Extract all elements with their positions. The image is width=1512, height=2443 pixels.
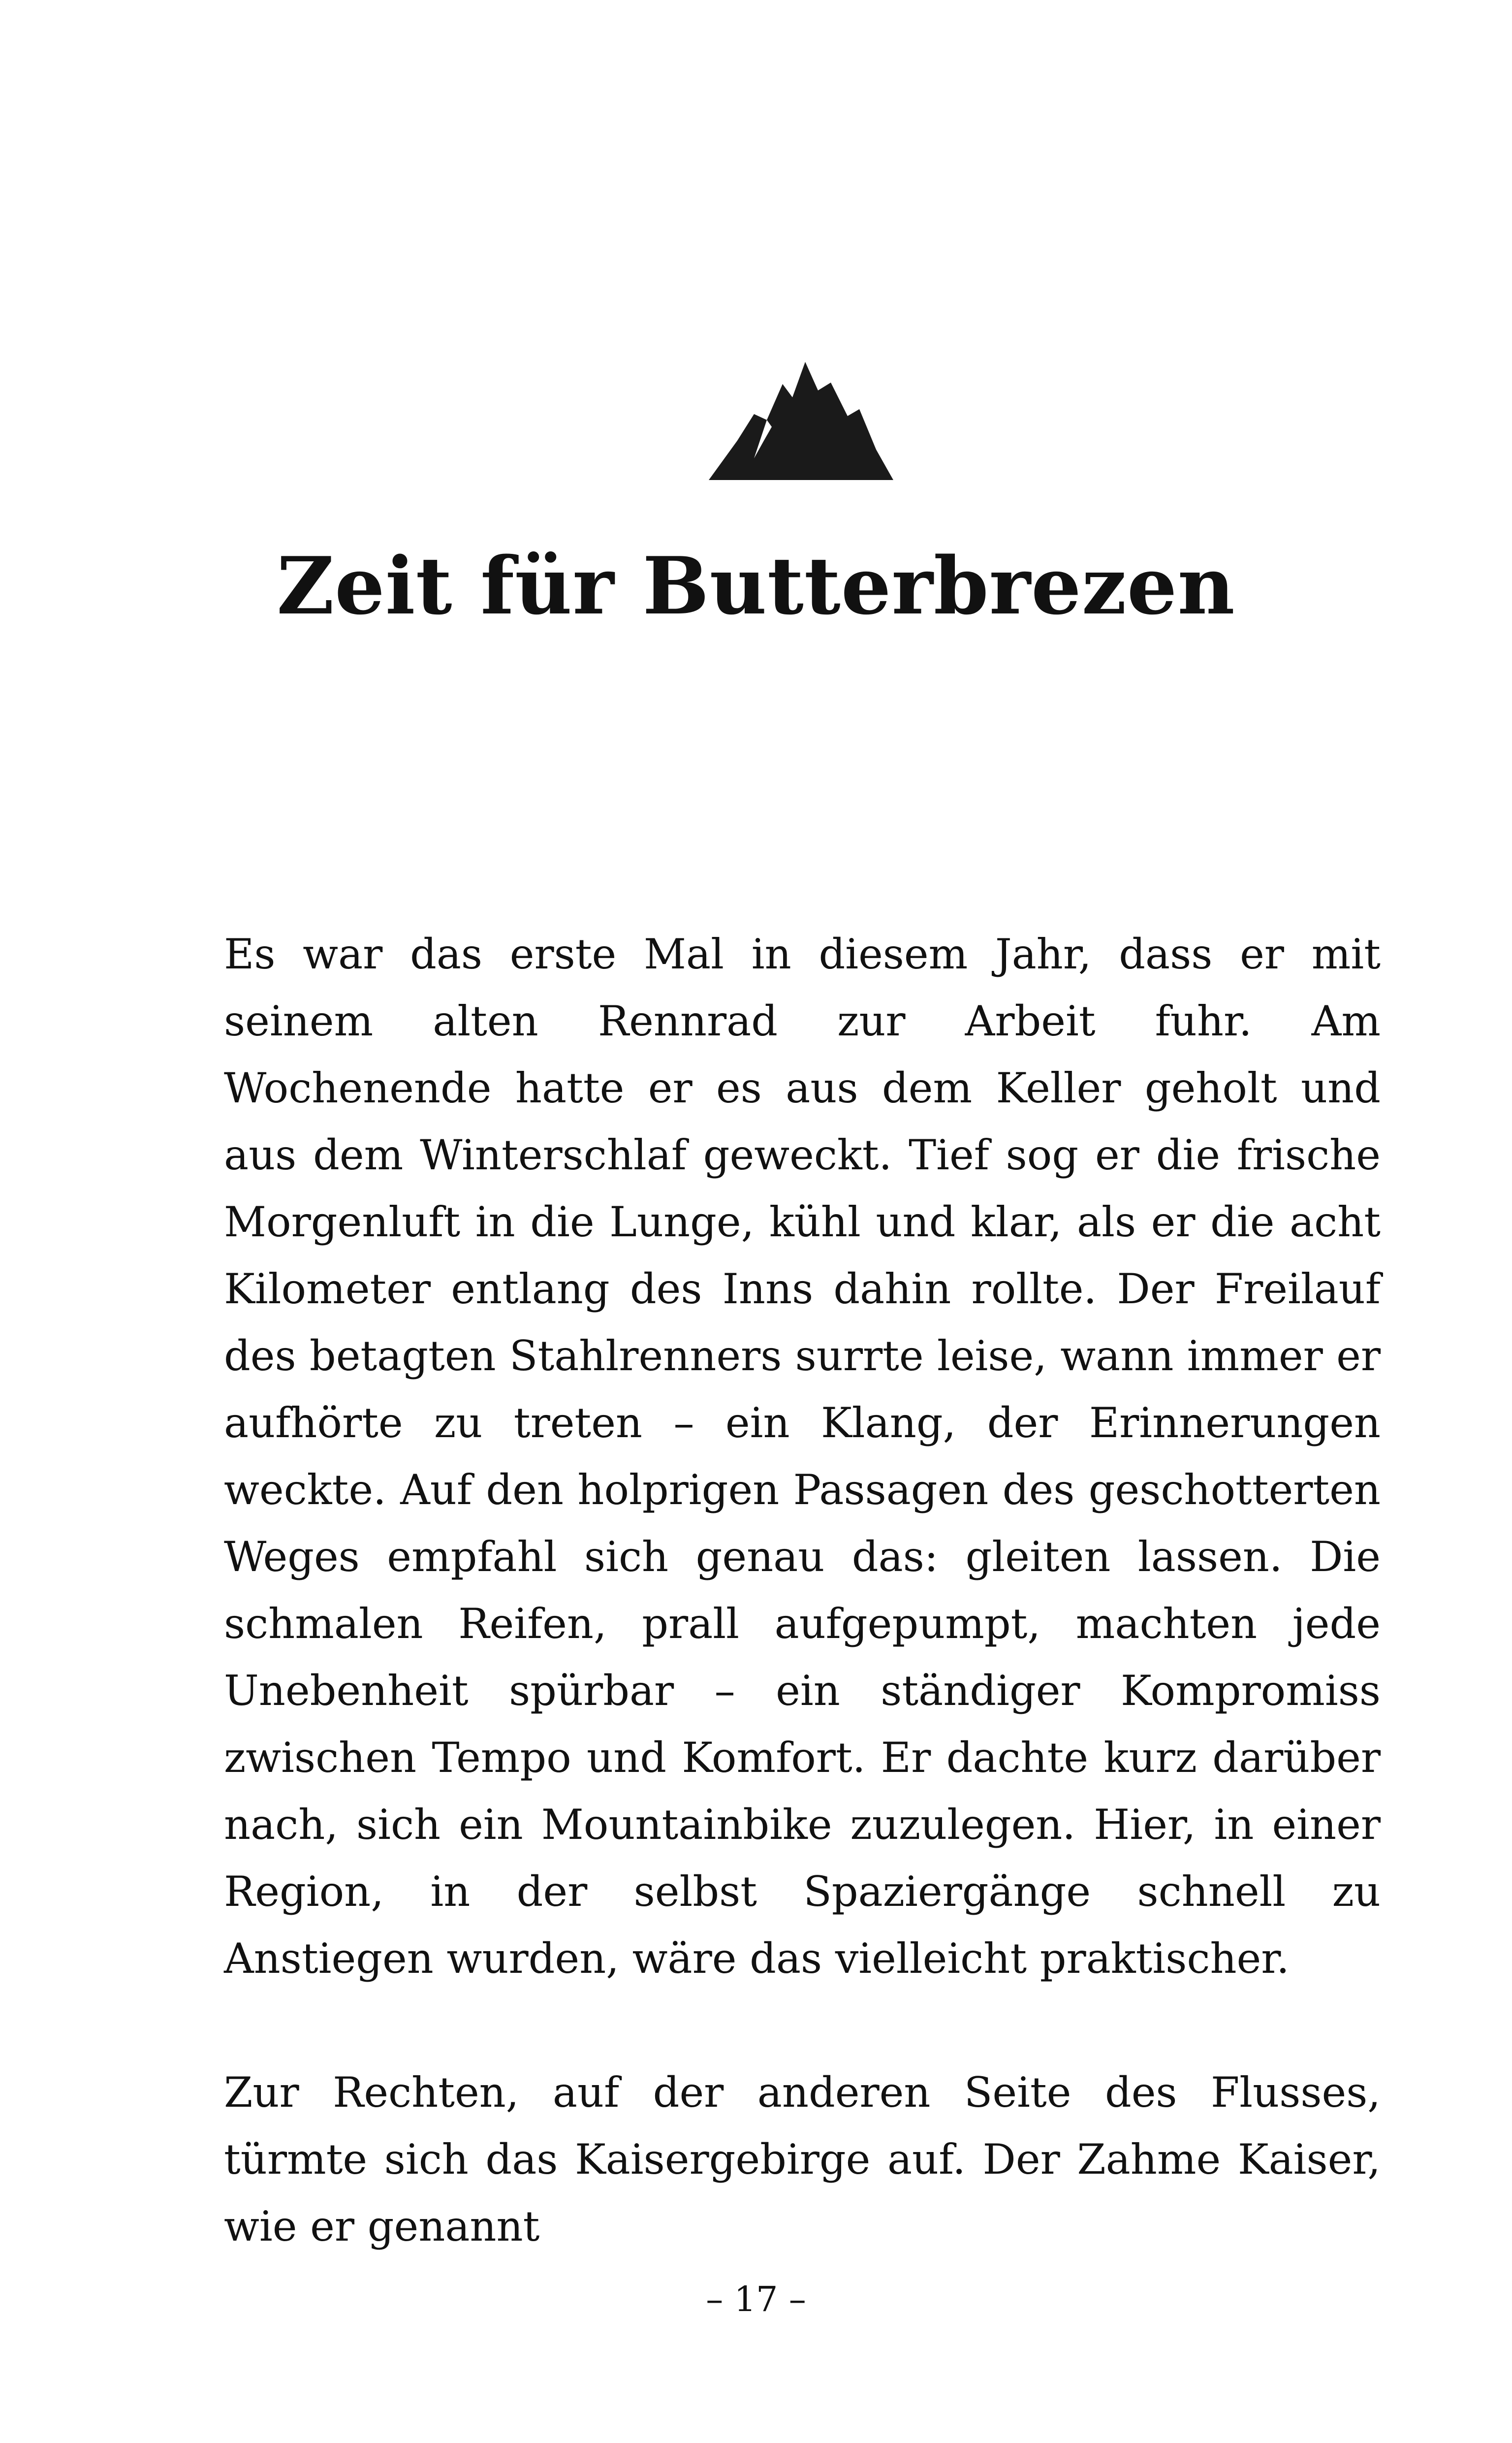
chapter-title: Zeit für Butterbrezen [277,540,1235,632]
paragraph: Zur Rechten, auf der anderen Seite des Flusses, türmte sich das Kaisergebirge auf. Der Zahme Kaiser, wie er genannt [224,2068,1381,2250]
body-text [224,921,1381,2260]
page-number: – 17 – [706,2279,806,2319]
mountain-icon [709,362,893,480]
paragraph: Es war das erste Mal in diesem Jahr, dass er mit seinem alten Rennrad zur Arbeit fuhr. Am Wochenende hatte er es aus dem Keller geholt und aus dem Winterschlaf geweckt. Tief sog er die frische Morgenluft in die Lunge, kühl und klar, als er die acht Kilometer entlang des Inns dahin rollte. Der Freilauf des betagten Stahlrenners surrte leise, wann immer er aufhörte zu treten – ein Klang, der Erinnerungen weckte. Auf den holprigen Passagen des geschotterten Weges empfahl sich genau das: gleiten lassen. Die schmalen Reifen, prall aufgepumpt, machten jede Unebenheit spürbar – ein ständiger Kompromiss zwischen Tempo und Komfort. Er dachte kurz darüber nach, sich ein Mountainbike zuzulegen. Hier, in einer Region, in der selbst Spaziergänge schnell zu Anstiegen wurden, wäre das vielleicht praktischer. [224,930,1381,1983]
